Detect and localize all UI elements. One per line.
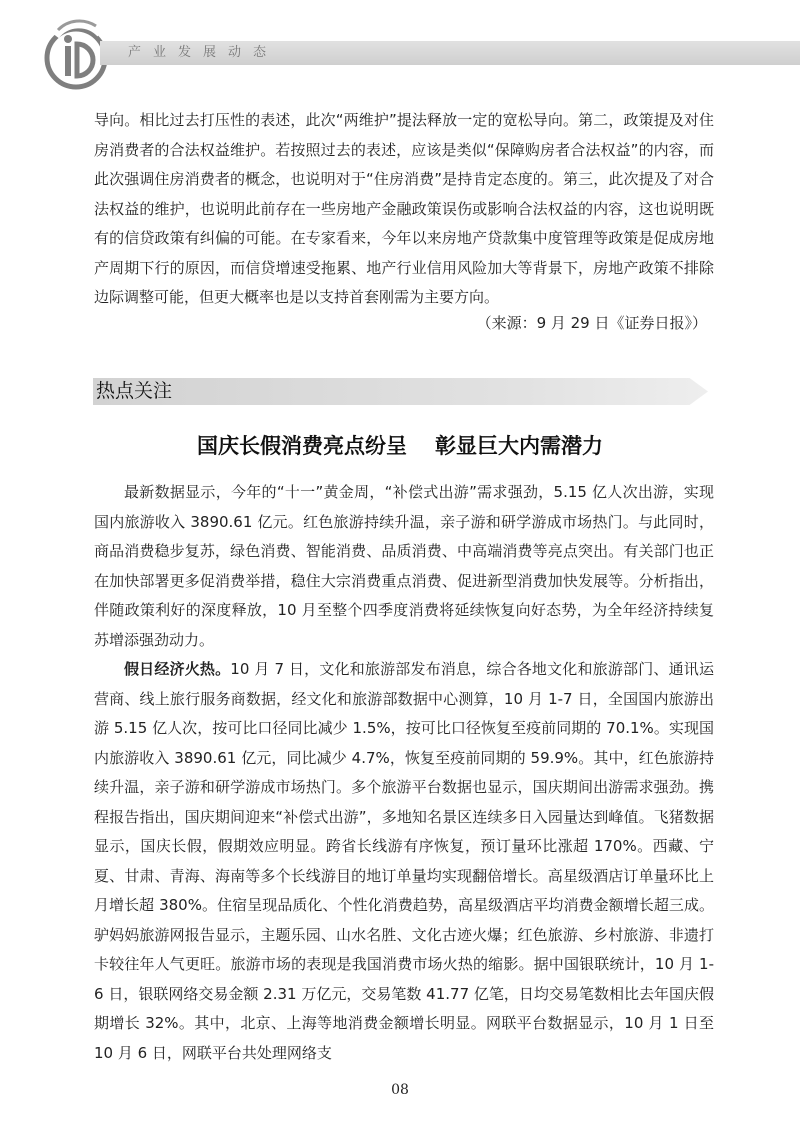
article-paragraph-2 xyxy=(94,655,714,1068)
article-title-part2: 彰显巨大内需潜力 xyxy=(435,434,603,458)
article-title-part1: 国庆长假消费亮点纷呈 xyxy=(197,434,407,458)
paragraph-lead-heading: 假日经济火热。 xyxy=(124,660,231,678)
page-number: 08 xyxy=(391,1082,409,1098)
header-section-name: 产业发展动态 xyxy=(128,45,279,60)
section-heading-bar xyxy=(93,378,708,405)
continuation-block xyxy=(94,106,714,313)
article-body xyxy=(94,478,714,1068)
article-title xyxy=(0,430,800,460)
source-citation: （来源：9 月 29 日《证券日报》） xyxy=(476,314,707,332)
continuation-paragraph: 导向。相比过去打压性的表述，此次“两维护”提法释放一定的宽松导向。第二，政策提及对住房消费者的合法权益维护。若按照过去的表述，应该是类似“保障购房者合法权益”的内容，而此次强调住房消费者的概念，也说明对于“住房消费”是持肯定态度的。第三，此次提及了对合法权益的维护，也说明此前存在一些房地产金融政策误伤或影响合法权益的内容，这也说明既有的信贷政策有纠偏的可能。在专家看来，今年以来房地产贷款集中度管理等政策是促成房地产周期下行的原因，而信贷增速受拖累、地产行业信用风险加大等背景下，房地产政策不排除边际调整可能，但更大概率也是以支持首套刚需为主要方向。 xyxy=(94,111,714,306)
article-paragraph-1: 最新数据显示，今年的“十一”黄金周，“补偿式出游”需求强劲，5.15 亿人次出游，实现国内旅游收入 3890.61 亿元。红色旅游持续升温，亲子游和研学游成市场热门。与此同时，商品消费稳步复苏，绿色消费、智能消费、品质消费、中高端消费等亮点突出。有关部门也正在加快部署更多促消费举措，稳住大宗消费重点消费、促进新型消费加快发展等。分析指出，伴随政策利好的深度释放，10 月至整个四季度消费将延续恢复向好态势，为全年经济持续复苏增添强劲动力。 xyxy=(94,483,714,649)
paragraph-2-body: 10 月 7 日，文化和旅游部发布消息，综合各地文化和旅游部门、通讯运营商、线上旅行服务商数据，经文化和旅游部数据中心测算，10 月 1-7 日，全国国内旅游出游 5.15 亿人次，按可比口径同比减少 1.5%，按可比口径恢复至疫前同期的 70.1%。实现国内旅游收入 3890.61 亿元，同比减少 4.7%，恢复至疫前同期的 59.9%。其中，红色旅游持续升温，亲子游和研学游成市场热门。多个旅游平台数据也显示，国庆期间出游需求强劲。携程报告指出，国庆期间迎来“补偿式出游”，多地知名景区连续多日入园量达到峰值。飞猪数据显示，国庆长假，假期效应明显。跨省长线游有序恢复，预订量环比涨超 170%。西藏、宁夏、甘肃、青海、海南等多个长线游目的地订单量均实现翻倍增长。高星级酒店订单量环比上月增长超 380%。住宿呈现品质化、个性化消费趋势，高星级酒店平均消费金额增长超三成。驴妈妈旅游网报告显示，主题乐园、山水名胜、文化古迹火爆；红色旅游、乡村旅游、非遗打卡较往年人气更旺。旅游市场的表现是我国消费市场火热的缩影。据中国银联统计，10 月 1-6 日，银联网络交易金额 2.31 万亿元，交易笔数 41.77 亿笔，日均交易笔数相比去年国庆假期增长 32%。其中，北京、上海等地消费金额增长明显。网联平台数据显示，10 月 1 日至 10 月 6 日，网联平台共处理网络支 xyxy=(94,660,714,1062)
section-title: 热点关注 xyxy=(96,380,173,402)
